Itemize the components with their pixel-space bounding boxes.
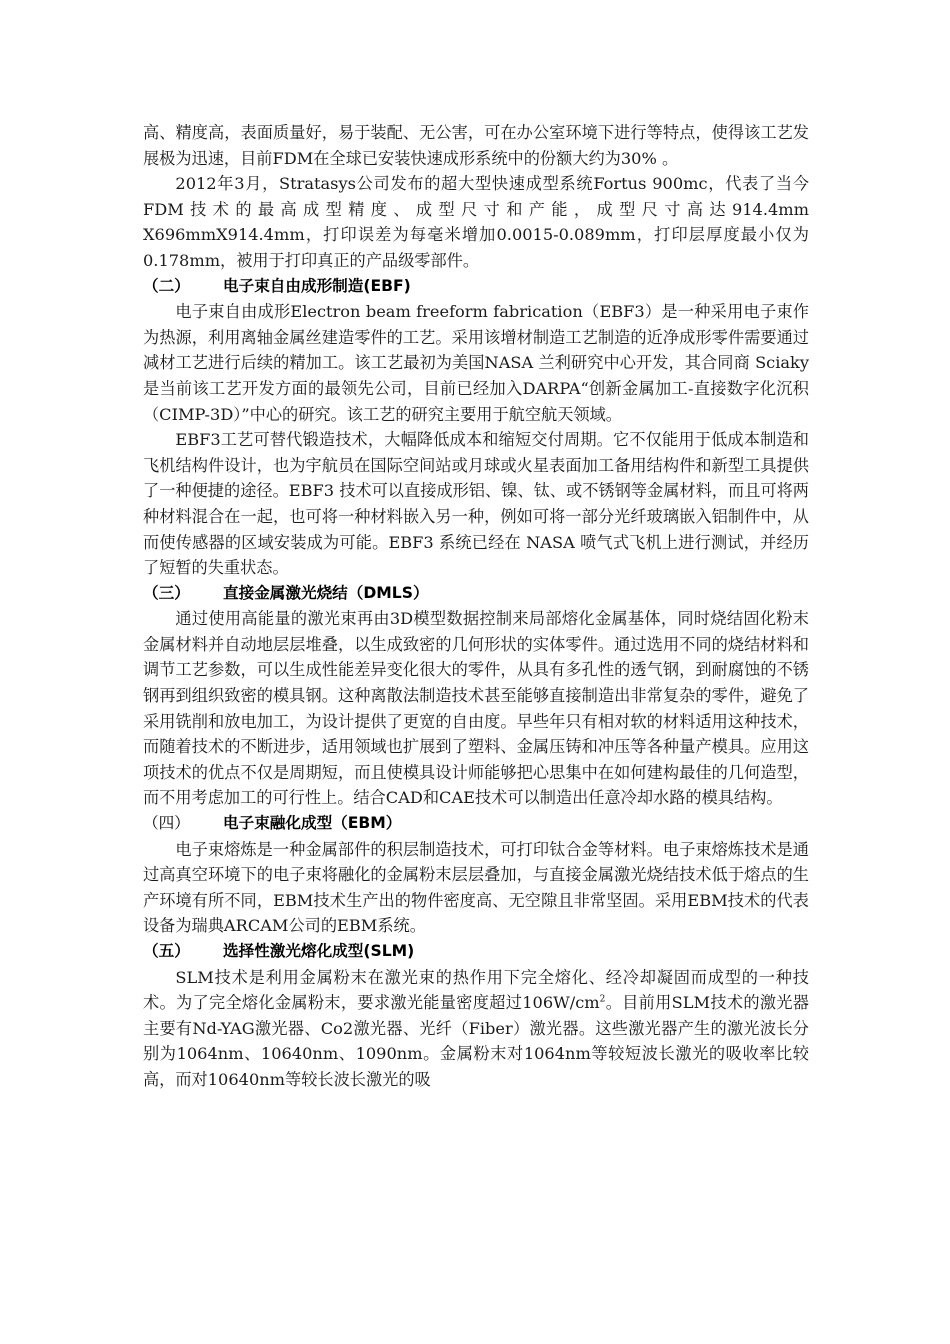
section-number: （四） (143, 814, 190, 833)
section-title: 电子束融化成型（EBM） (223, 814, 402, 833)
paragraph-slm (143, 965, 809, 1093)
section-heading-slm (143, 939, 809, 965)
section-title: 电子束自由成形制造(EBF) (223, 276, 411, 295)
section-title: 选择性激光熔化成型(SLM) (223, 942, 415, 960)
section-number: （二） (143, 276, 190, 295)
document-page (143, 120, 809, 1093)
section-title: 直接金属激光烧结（DMLS） (223, 583, 429, 602)
section-heading-ebf (143, 274, 809, 300)
paragraph-ebm: 电子束熔炼是一种金属部件的积层制造技术，可打印钛合金等材料。电子束熔炼技术是通过高真空环境下的电子束将融化的金属粉末层层叠加，与直接金属激光烧结技术低于熔点的生产环境有所不同，EBM技术生产出的物件密度高、无空隙且非常坚固。采用EBM技术的代表设备为瑞典ARCAM公司的EBM系统。 (143, 839, 809, 936)
paragraph-fdm-advantages: 高、精度高，表面质量好，易于装配、无公害，可在办公室环境下进行等特点，使得该工艺发展极为迅速，目前FDM在全球已安装快速成形系统中的份额大约为30% 。 (143, 123, 809, 168)
paragraph-ebf-intro: 电子束自由成形Electron beam freeform fabrication（EBF3）是一种采用电子束作为热源，利用离轴金属丝建造零件的工艺。采用该增材制造工艺制造的近净成形零件需要通过减材工艺进行后续的精加工。该工艺最初为美国NASA 兰利研究中心开发，其合同商 Sciaky 是当前该工艺开发方面的最领先公司，目前已经加入DARPA“创新金属加工-直接数字化沉积（CIMP-3D）”中心的研究。该工艺的研究主要用于航空航天领域。 (143, 302, 809, 424)
section-heading-dmls (143, 581, 809, 607)
paragraph-fortus-900mc: 2012年3月，Stratasys公司发布的超大型快速成型系统Fortus 900mc，代表了当今FDM技术的最高成型精度、成型尺寸和产能，成型尺寸高达914.4mm X696mmX914.4mm，打印误差为每毫米增加0.0015-0.089mm，打印层厚度最小仅为0.178mm，被用于打印真正的产品级零部件。 (143, 174, 809, 270)
section-number: （三） (143, 583, 190, 602)
section-heading-ebm (143, 811, 809, 837)
section-number: （五） (143, 942, 190, 960)
paragraph-ebf3-applications: EBF3工艺可替代锻造技术，大幅降低成本和缩短交付周期。它不仅能用于低成本制造和飞机结构件设计，也为宇航员在国际空间站或月球或火星表面加工备用结构件和新型工具提供了一种便捷的途径。EBF3 技术可以直接成形铝、镍、钛、或不锈钢等金属材料，而且可将两种材料混合在一起，也可将一种材料嵌入另一种，例如可将一部分光纤玻璃嵌入铝制件中，从而使传感器的区域安装成为可能。EBF3 系统已经在 NASA 喷气式飞机上进行测试，并经历了短暂的失重状态。 (143, 430, 809, 578)
paragraph-slm-part2: 。目前用SLM技术的激光器主要有Nd-YAG激光器、Co2激光器、光纤（Fiber）激光器。这些激光器产生的激光波长分别为1064nm、10640nm、1090nm。金属粉末对1064nm等较短波长激光的吸收率比较高，而对10640nm等较长波长激光的吸 (143, 993, 809, 1089)
paragraph-dmls: 通过使用高能量的激光束再由3D模型数据控制来局部熔化金属基体，同时烧结固化粉末金属材料并自动地层层堆叠，以生成致密的几何形状的实体零件。通过选用不同的烧结材料和调节工艺参数，可以生成性能差异变化很大的零件，从具有多孔性的透气钢，到耐腐蚀的不锈钢再到组织致密的模具钢。这种离散法制造技术甚至能够直接制造出非常复杂的零件，避免了采用铣削和放电加工，为设计提供了更宽的自由度。早些年只有相对软的材料适用这种技术，而随着技术的不断进步，适用领域也扩展到了塑料、金属压铸和冲压等各种量产模具。应用这项技术的优点不仅是周期短，而且使模具设计师能够把心思集中在如何建构最佳的几何造型，而不用考虑加工的可行性上。结合CAD和CAE技术可以制造出任意冷却水路的模具结构。 (143, 609, 809, 808)
superscript-exponent: 2 (599, 994, 606, 1005)
paragraph-slm-part1: SLM技术是利用金属粉末在激光束的热作用下完全熔化、经冷却凝固而成型的一种技术。为了完全熔化金属粉末，要求激光能量密度超过106W/cm (143, 967, 809, 1013)
